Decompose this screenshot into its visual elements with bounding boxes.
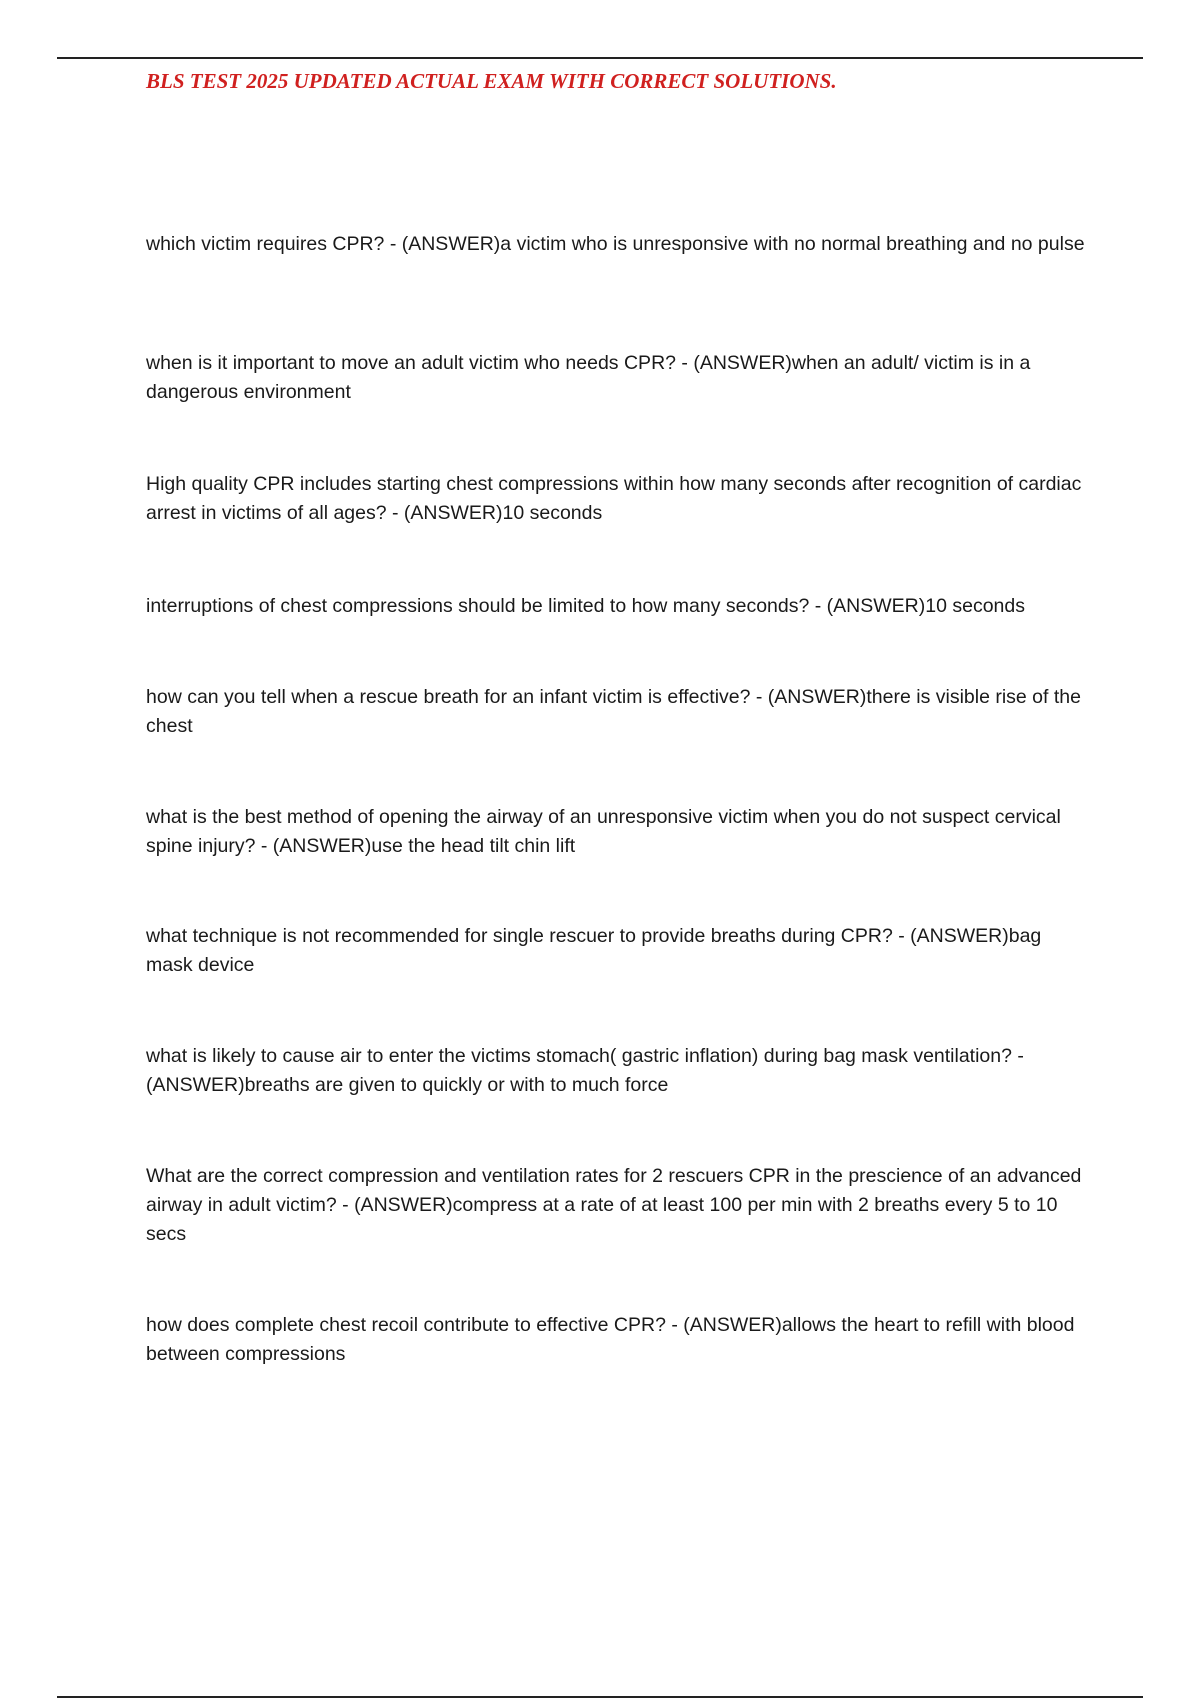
qa-item-3: High quality CPR includes starting chest compressions within how many seconds after recognition of cardiac arrest in victims of all ages? - (ANSWER)10 seconds — [146, 473, 1082, 524]
qa-item-5: how can you tell when a rescue breath for an infant victim is effective? - (ANSWER)there is visible rise of the chest — [146, 686, 1081, 737]
qa-item-7: what technique is not recommended for single rescuer to provide breaths during CPR? - (ANSWER)bag mask device — [146, 925, 1042, 976]
qa-item-8: what is likely to cause air to enter the victims stomach( gastric inflation) during bag mask ventilation? - (ANSWER)breaths are given to quickly or with to much force — [146, 1045, 1024, 1096]
qa-item-1: which victim requires CPR? - (ANSWER)a victim who is unresponsive with no normal breathing and no pulse — [146, 233, 1085, 255]
qa-item-10: how does complete chest recoil contribute to effective CPR? - (ANSWER)allows the heart to refill with blood between compressions — [146, 1314, 1075, 1365]
footer-rule — [57, 1696, 1143, 1698]
qa-item-4: interruptions of chest compressions should be limited to how many seconds? - (ANSWER)10 seconds — [146, 595, 1025, 617]
header-rule — [57, 57, 1143, 59]
qa-item-9: What are the correct compression and ventilation rates for 2 rescuers CPR in the prescience of an advanced airway in adult victim? - (ANSWER)compress at a rate of at least 100 per min with 2 breaths every 5 to 10 secs — [146, 1165, 1082, 1245]
qa-item-6: what is the best method of opening the airway of an unresponsive victim when you do not suspect cervical spine injury? - (ANSWER)use the head tilt chin lift — [146, 806, 1061, 857]
qa-item-2: when is it important to move an adult victim who needs CPR? - (ANSWER)when an adult/ victim is in a dangerous environment — [146, 352, 1031, 403]
document-title: BLS TEST 2025 UPDATED ACTUAL EXAM WITH CORRECT SOLUTIONS. — [146, 69, 837, 93]
